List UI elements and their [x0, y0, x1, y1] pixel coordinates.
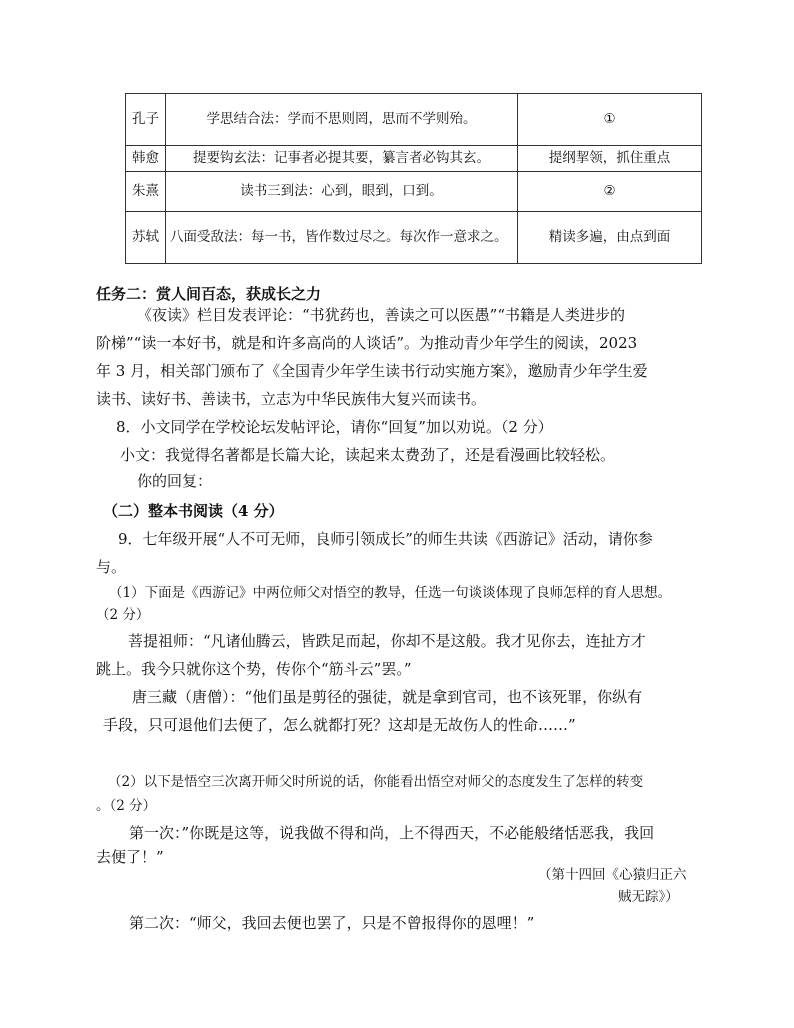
paragraph-line: 年 3 月，相关部门颁布了《全国青少年学生读书行动实施方案》，邀励青少年学生爱 [96, 362, 648, 380]
second-departure-quote: 第二次：“师父，我回去便也罢了，只是不曾报得你的恩哩！” [129, 914, 535, 932]
tangseng-quote-cont: 手段，只可退他们去便了，怎么就都打死？这却是无故伤人的性命……” [103, 716, 576, 734]
paragraph-line: 读书、读好书、善读书，立志为中华民族伟大复兴而读书。 [96, 390, 487, 408]
person-cell: 苏轼 [126, 212, 166, 264]
reading-methods-table [125, 93, 702, 264]
subquestion-1: （1）下面是《西游记》中两位师父对悟空的教导，任选一句谈谈体现了良师怎样的育人思想。 [109, 585, 672, 601]
chapter-source-cont: 贼无踪》） [618, 889, 679, 905]
method-cell: 八面受敌法：每一书，皆作数过尽之。每次作一意求之。 [166, 212, 518, 264]
person-cell: 孔子 [126, 94, 166, 146]
puti-quote: 菩提祖师：“凡诸仙腾云，皆跌足而起，你却不是这般。我才见你去，连扯方才 [128, 632, 646, 650]
question-9-cont: 与。 [96, 558, 127, 576]
answer-blank-1: ① [518, 94, 702, 146]
method-cell: 读书三到法：心到，眼到，口到。 [166, 172, 518, 212]
table-row [126, 146, 702, 172]
reply-prompt: 你的回复： [137, 472, 213, 490]
first-departure-quote: 第一次：”你既是这等，说我做不得和尚，上不得西天，不必能般绪恬恶我，我回 [129, 824, 655, 842]
table-row [126, 212, 702, 264]
tangseng-quote: 唐三藏（唐僧）：“他们虽是剪径的强徒，就是拿到官司，也不该死罪，你纵有 [132, 688, 643, 706]
answer-cell: 精读多遍，由点到面 [518, 212, 702, 264]
xiaowen-post: 小文：我觉得名著都是长篇大论，读起来太费劲了，还是看漫画比较轻松。 [120, 446, 616, 464]
task2-heading: 任务二：赏人间百态，获成长之力 [96, 285, 322, 303]
question-8: 8．小文同学在学校论坛发帖评论，请你“回复”加以劝说。（2 分） [116, 418, 553, 436]
paragraph-line: 《夜读》栏目发表评论：“书犹药也，善读之可以医愚”“书籍是人类进步的 [137, 306, 626, 324]
method-cell: 学思结合法：学而不思则罔，思而不学则殆。 [166, 94, 518, 146]
chapter-source: （第十四回《心猿归正六 [538, 867, 687, 883]
first-departure-quote-cont: 去便了！” [96, 848, 164, 866]
table-row [126, 172, 702, 212]
answer-cell: 提纲挈领，抓住重点 [518, 146, 702, 172]
subquestion-1-score: （2 分） [96, 607, 150, 623]
person-cell: 韩愈 [126, 146, 166, 172]
subquestion-2: （2）以下是悟空三次离开师父时所说的话，你能看出悟空对师父的态度发生了怎样的转变 [108, 774, 644, 790]
puti-quote-cont: 跳上。我今只就你这个势，传你个“筋斗云”罢。” [96, 660, 412, 678]
paragraph-line: 阶梯”“读一本好书，就是和许多高尚的人谈话”。为推动青少年学生的阅读，2023 [96, 334, 638, 352]
person-cell: 朱熹 [126, 172, 166, 212]
answer-blank-2: ② [518, 172, 702, 212]
method-cell: 提要钩玄法：记事者必提其要，纂言者必钩其玄。 [166, 146, 518, 172]
section2-heading: （二）整本书阅读（4 分） [103, 502, 284, 520]
question-9: 9．七年级开展“人不可无师，良师引领成长”的师生共读《西游记》活动，请你参 [118, 530, 653, 548]
table-row [126, 94, 702, 146]
subquestion-2-score: 。（2 分） [96, 798, 157, 814]
